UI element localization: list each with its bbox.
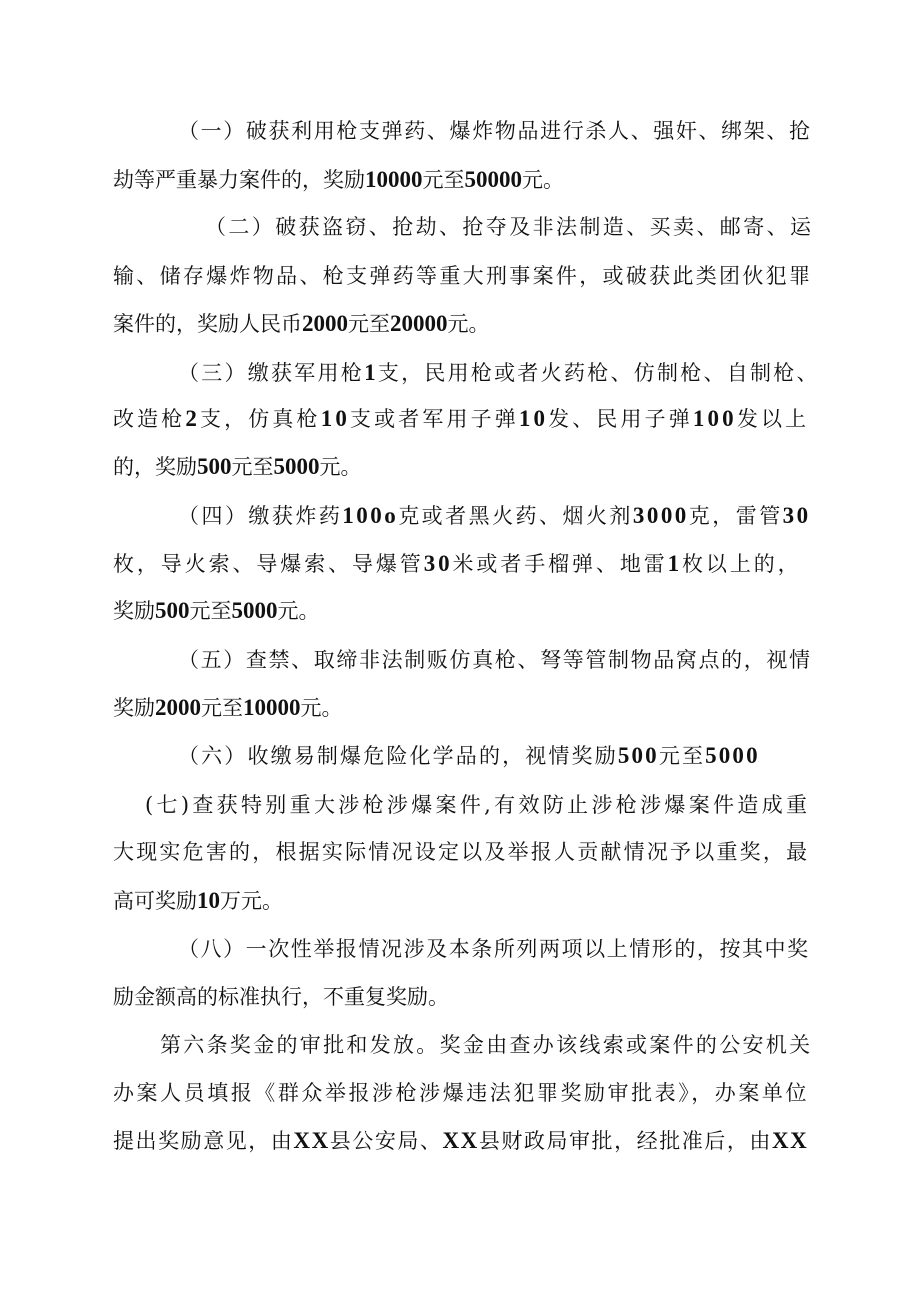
text-line: (七)查获特别重大涉枪涉爆案件,有效防止涉枪涉爆案件造成重 — [145, 793, 811, 817]
text-line: 办案人员填报《群众举报涉枪涉爆违法犯罪奖励审批表》，办案单位 — [113, 1081, 809, 1105]
text-line: 案件的，奖励人民币2000元至20000元。 — [113, 311, 490, 336]
text-line: （二）破获盗窃、抢劫、抢夺及非法制造、买卖、邮寄、运 — [205, 215, 814, 239]
text-line: 劫等严重暴力案件的，奖励10000元至50000元。 — [113, 167, 564, 192]
text-line: 第六条奖金的审批和发放。奖金由查办该线索或案件的公安机关 — [160, 1033, 813, 1057]
text-line: （三）缴获军用枪1支，民用枪或者火药枪、仿制枪、自制枪、 — [178, 360, 820, 385]
text-line: 提出奖励意见，由XX县公安局、XX县财政局审批，经批准后，由XX — [113, 1128, 809, 1153]
text-line: 的，奖励500元至5000元。 — [113, 454, 362, 479]
text-line: 输、储存爆炸物品、枪支弹药等重大刑事案件，或破获此类团伙犯罪 — [113, 264, 813, 288]
text-line: 枚，导火索、导爆索、导爆管30米或者手榴弹、地雷1枚以上的， — [113, 551, 802, 576]
text-line: 改造枪2支，仿真枪10支或者军用子弹10发、民用子弹100发以上 — [113, 406, 810, 431]
text-line: 奖励2000元至10000元。 — [113, 695, 343, 720]
text-line: 励金额高的标准执行，不重复奖励。 — [113, 985, 449, 1009]
text-line: （六）收缴易制爆危险化学品的，视情奖励500元至5000 — [178, 743, 760, 768]
text-line: 大现实危害的，根据实际情况设定以及举报人贡献情况予以重奖，最 — [113, 840, 810, 864]
text-line: （五）查禁、取缔非法制贩仿真枪、弩等管制物品窝点的，视情 — [178, 648, 812, 672]
text-line: （四）缴获炸药100o克或者黑火药、烟火剂3000克，雷管30 — [178, 503, 811, 528]
text-line: （八）一次性举报情况涉及本条所列两项以上情形的，按其中奖 — [178, 937, 810, 961]
text-line: 高可奖励10万元。 — [113, 888, 283, 913]
text-line: 奖励500元至5000元。 — [113, 598, 320, 623]
text-line: （一）破获利用枪支弹药、爆炸物品进行杀人、强奸、绑架、抢 — [178, 119, 812, 143]
